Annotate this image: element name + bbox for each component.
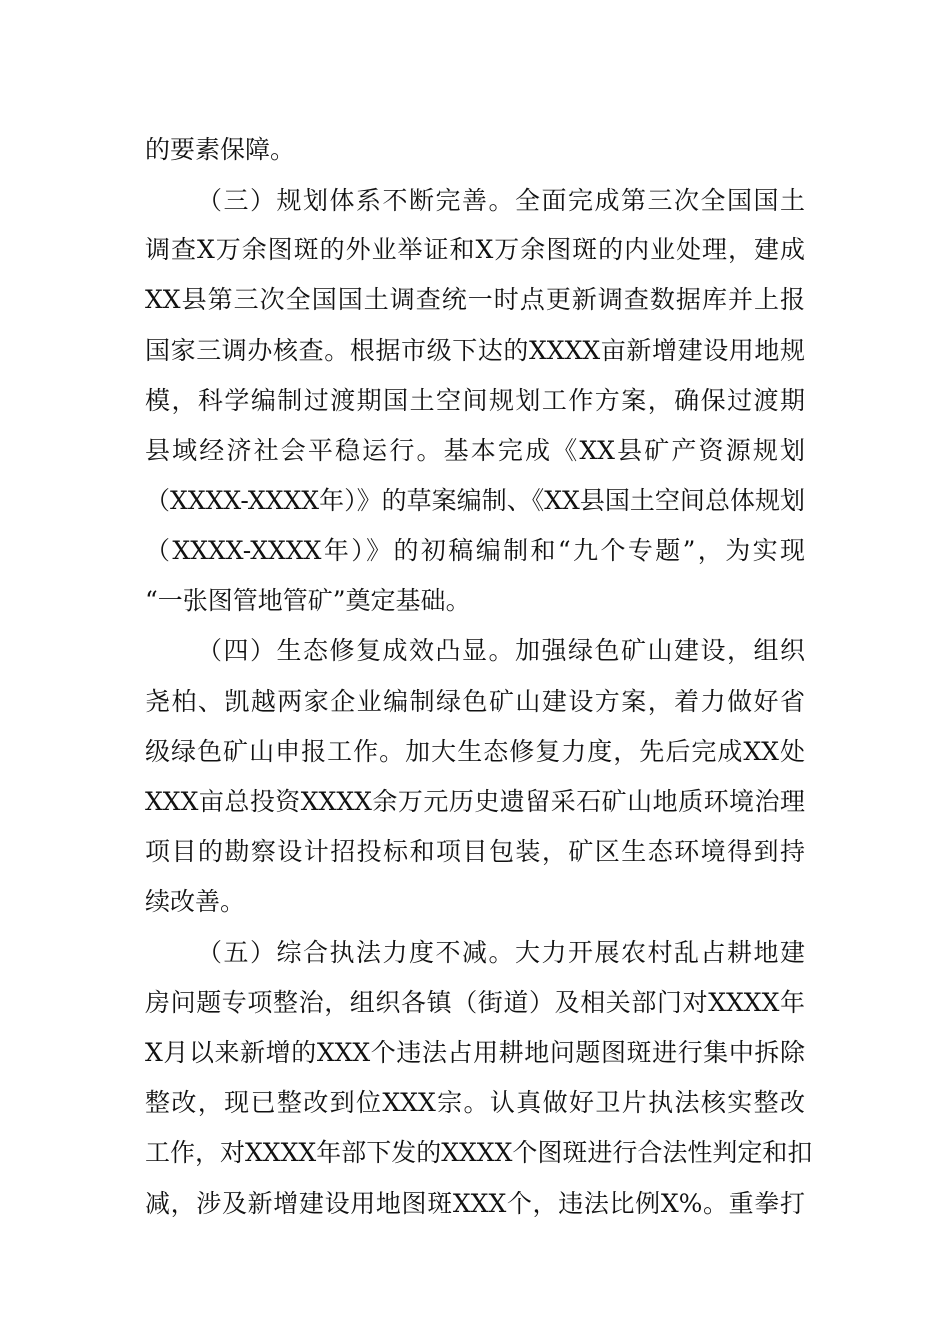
text-line: XXX亩总投资XXXX余万元历史遗留采石矿山地质环境治理 [145,787,805,816]
text-line: 国家三调办核查。根据市级下达的XXXX亩新增建设用地规 [145,336,805,365]
text-line: “一张图管地管矿”奠定基础。 [145,586,471,615]
text-line: 的要素保障。 [145,135,296,164]
text-line: 项目的勘察设计招投标和项目包装，矿区生态环境得到持 [145,837,805,866]
text-line: 尧柏、凯越两家企业编制绿色矿山建设方案，着力做好省 [145,687,805,716]
text-line: 模，科学编制过渡期国土空间规划工作方案，确保过渡期 [145,386,805,415]
text-line: （XXXX-XXXX年）》的草案编制、《XX县国土空间总体规划 [145,486,805,515]
text-line: 房问题专项整治，组织各镇（街道）及相关部门对XXXX年 [145,988,805,1017]
text-line: 调查X万余图斑的外业举证和X万余图斑的内业处理，建成 [145,235,805,264]
text-line: XX县第三次全国国土调查统一时点更新调查数据库并上报 [145,285,805,314]
section-heading-line: （三）规划体系不断完善。全面完成第三次全国国土 [197,186,805,215]
text-line: 工作，对XXXX年部下发的XXXX个图斑进行合法性判定和扣 [145,1138,813,1167]
text-line: 减，涉及新增建设用地图斑XXX个，违法比例X%。重拳打 [145,1189,805,1218]
text-line: 县域经济社会平稳运行。基本完成《XX县矿产资源规划 [145,436,805,465]
text-line: （XXXX-XXXX年）》的初稿编制和“九个专题”，为实现 [145,536,805,565]
section-heading-line: （五）综合执法力度不减。大力开展农村乱占耕地建 [197,938,805,967]
text-line: 整改，现已整改到位XXX宗。认真做好卫片执法核实整改 [145,1088,805,1117]
text-line: 续改善。 [145,887,246,916]
text-line: 级绿色矿山申报工作。加大生态修复力度，先后完成XX处 [145,737,805,766]
text-line: X月以来新增的XXX个违法占用耕地问题图斑进行集中拆除 [145,1038,805,1067]
section-heading-line: （四）生态修复成效凸显。加强绿色矿山建设，组织 [197,636,805,665]
